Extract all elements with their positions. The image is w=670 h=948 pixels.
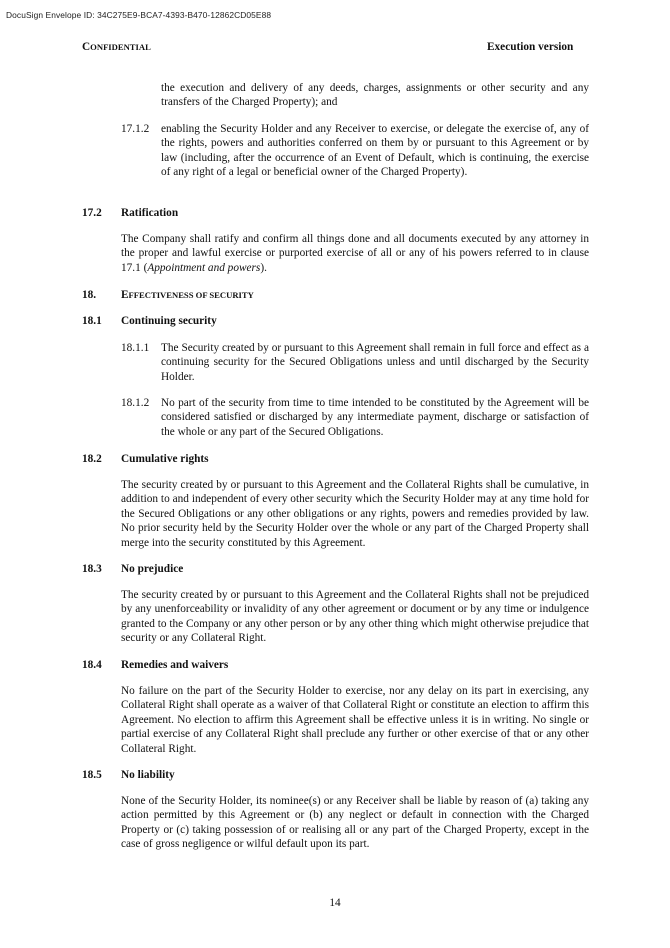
clause-18-2-title: Cumulative rights [121,453,209,465]
clause-17-2-text-after: ). [260,261,267,274]
clause-17-2-number: 17.2 [82,207,102,219]
clause-17-2-text [121,232,589,275]
clause-18-1-1-number: 18.1.1 [121,342,150,354]
clause-17-2-title: Ratification [121,207,179,219]
clause-18-3-title: No prejudice [121,563,184,575]
clause-17-1-2-number: 17.1.2 [121,123,150,135]
clause-18-1-1-text: The Security created by or pursuant to this Agreement shall remain in full force and effect as a continuing security for the Secured Obligations unless and until discharged by the Security Holder. [161,342,589,383]
header-confidential-initial: C [82,41,91,53]
clause-18-2-text: The security created by or pursuant to this Agreement and the Collateral Rights shall be cumulative, in addition to and independent of every other security which the Security Holder may at any time hold for the Secured Obligations or any other obligations or any rights, powers and remedies provided by law. No prior security held by the Security Holder over the whole or any part of the Charged Property shall merge into the security constituted by this Agreement. [121,479,589,549]
clause-18-1-2-number: 18.1.2 [121,397,150,409]
continued-paragraph: the execution and delivery of any deeds, charges, assignments or other security and any transfers of the Charged Property); and [161,82,589,109]
clause-18-5-title: No liability [121,769,175,781]
clause-18-2-number: 18.2 [82,453,102,465]
clause-18-1-title: Continuing security [121,315,217,327]
header-execution-version: Execution version [487,41,574,53]
clause-18-1-number: 18.1 [82,315,102,327]
clause-18-4-number: 18.4 [82,659,102,671]
clause-17-1-2-text: enabling the Security Holder and any Receiver to exercise, or delegate the exercise of, any of the rights, powers and authorities conferred on them by or pursuant to this Agreement or by law (including, after the occurrence of an Event of Default, which is continuing, the exercise of any right of a legal or beneficial owner of the Charged Property). [161,123,589,179]
docusign-envelope-id: DocuSign Envelope ID: 34C275E9-BCA7-4393-B470-12862CD05E88 [6,10,272,20]
clause-18-title-initial: E [121,289,129,301]
clause-17-2-text-italic: Appointment and powers [147,261,261,274]
clause-18-5-number: 18.5 [82,769,102,781]
clause-18-4-title: Remedies and waivers [121,659,229,671]
clause-18-3-number: 18.3 [82,563,102,575]
clause-18-title [121,288,254,302]
clause-18-5-text: None of the Security Holder, its nominee(s) or any Receiver shall be liable by reason of (a) taking any action permitted by this Agreement or (b) any neglect or default in connection with the Charged Property or (c) taking possession of or realising all or any part of the Charged Property, except in the case of gross negligence or wilful default upon its part. [121,795,589,851]
clause-18-1-2-text: No part of the security from time to time intended to be constituted by the Agreement will be considered satisfied or discharged by any intermediate payment, discharge or satisfaction of the whole or any part of the Secured Obligations. [161,397,589,438]
page-number: 14 [329,897,341,909]
clause-17-2-text-before: The Company shall ratify and confirm all things done and all documents executed by any attorney in the proper and lawful exercise or purported exercise of all or any of his powers referred to in clause 17.1 ( [121,233,589,274]
clause-18-4-text: No failure on the part of the Security Holder to exercise, nor any delay on its part in exercising, any Collateral Right shall operate as a waiver of that Collateral Right or constitute an election to affirm this Agreement. No election to affirm this Agreement shall be effective unless it is in writing. No single or partial exercise of any Collateral Right shall preclude any further or other exercise of that or any other Collateral Right. [121,685,589,755]
clause-18-title-rest: FFECTIVENESS OF SECURITY [128,290,254,300]
clause-18-number: 18. [82,289,97,301]
header-confidential-rest: ONFIDENTIAL [90,42,151,52]
clause-18-3-text: The security created by or pursuant to this Agreement and the Collateral Rights shall not be prejudiced by any unenforceability or invalidity of any other agreement or document or by any time or indulgence granted to the Company or any other person or by any other thing which might otherwise prejudice that security or any Collateral Right. [121,589,589,645]
header-confidential [82,41,151,53]
